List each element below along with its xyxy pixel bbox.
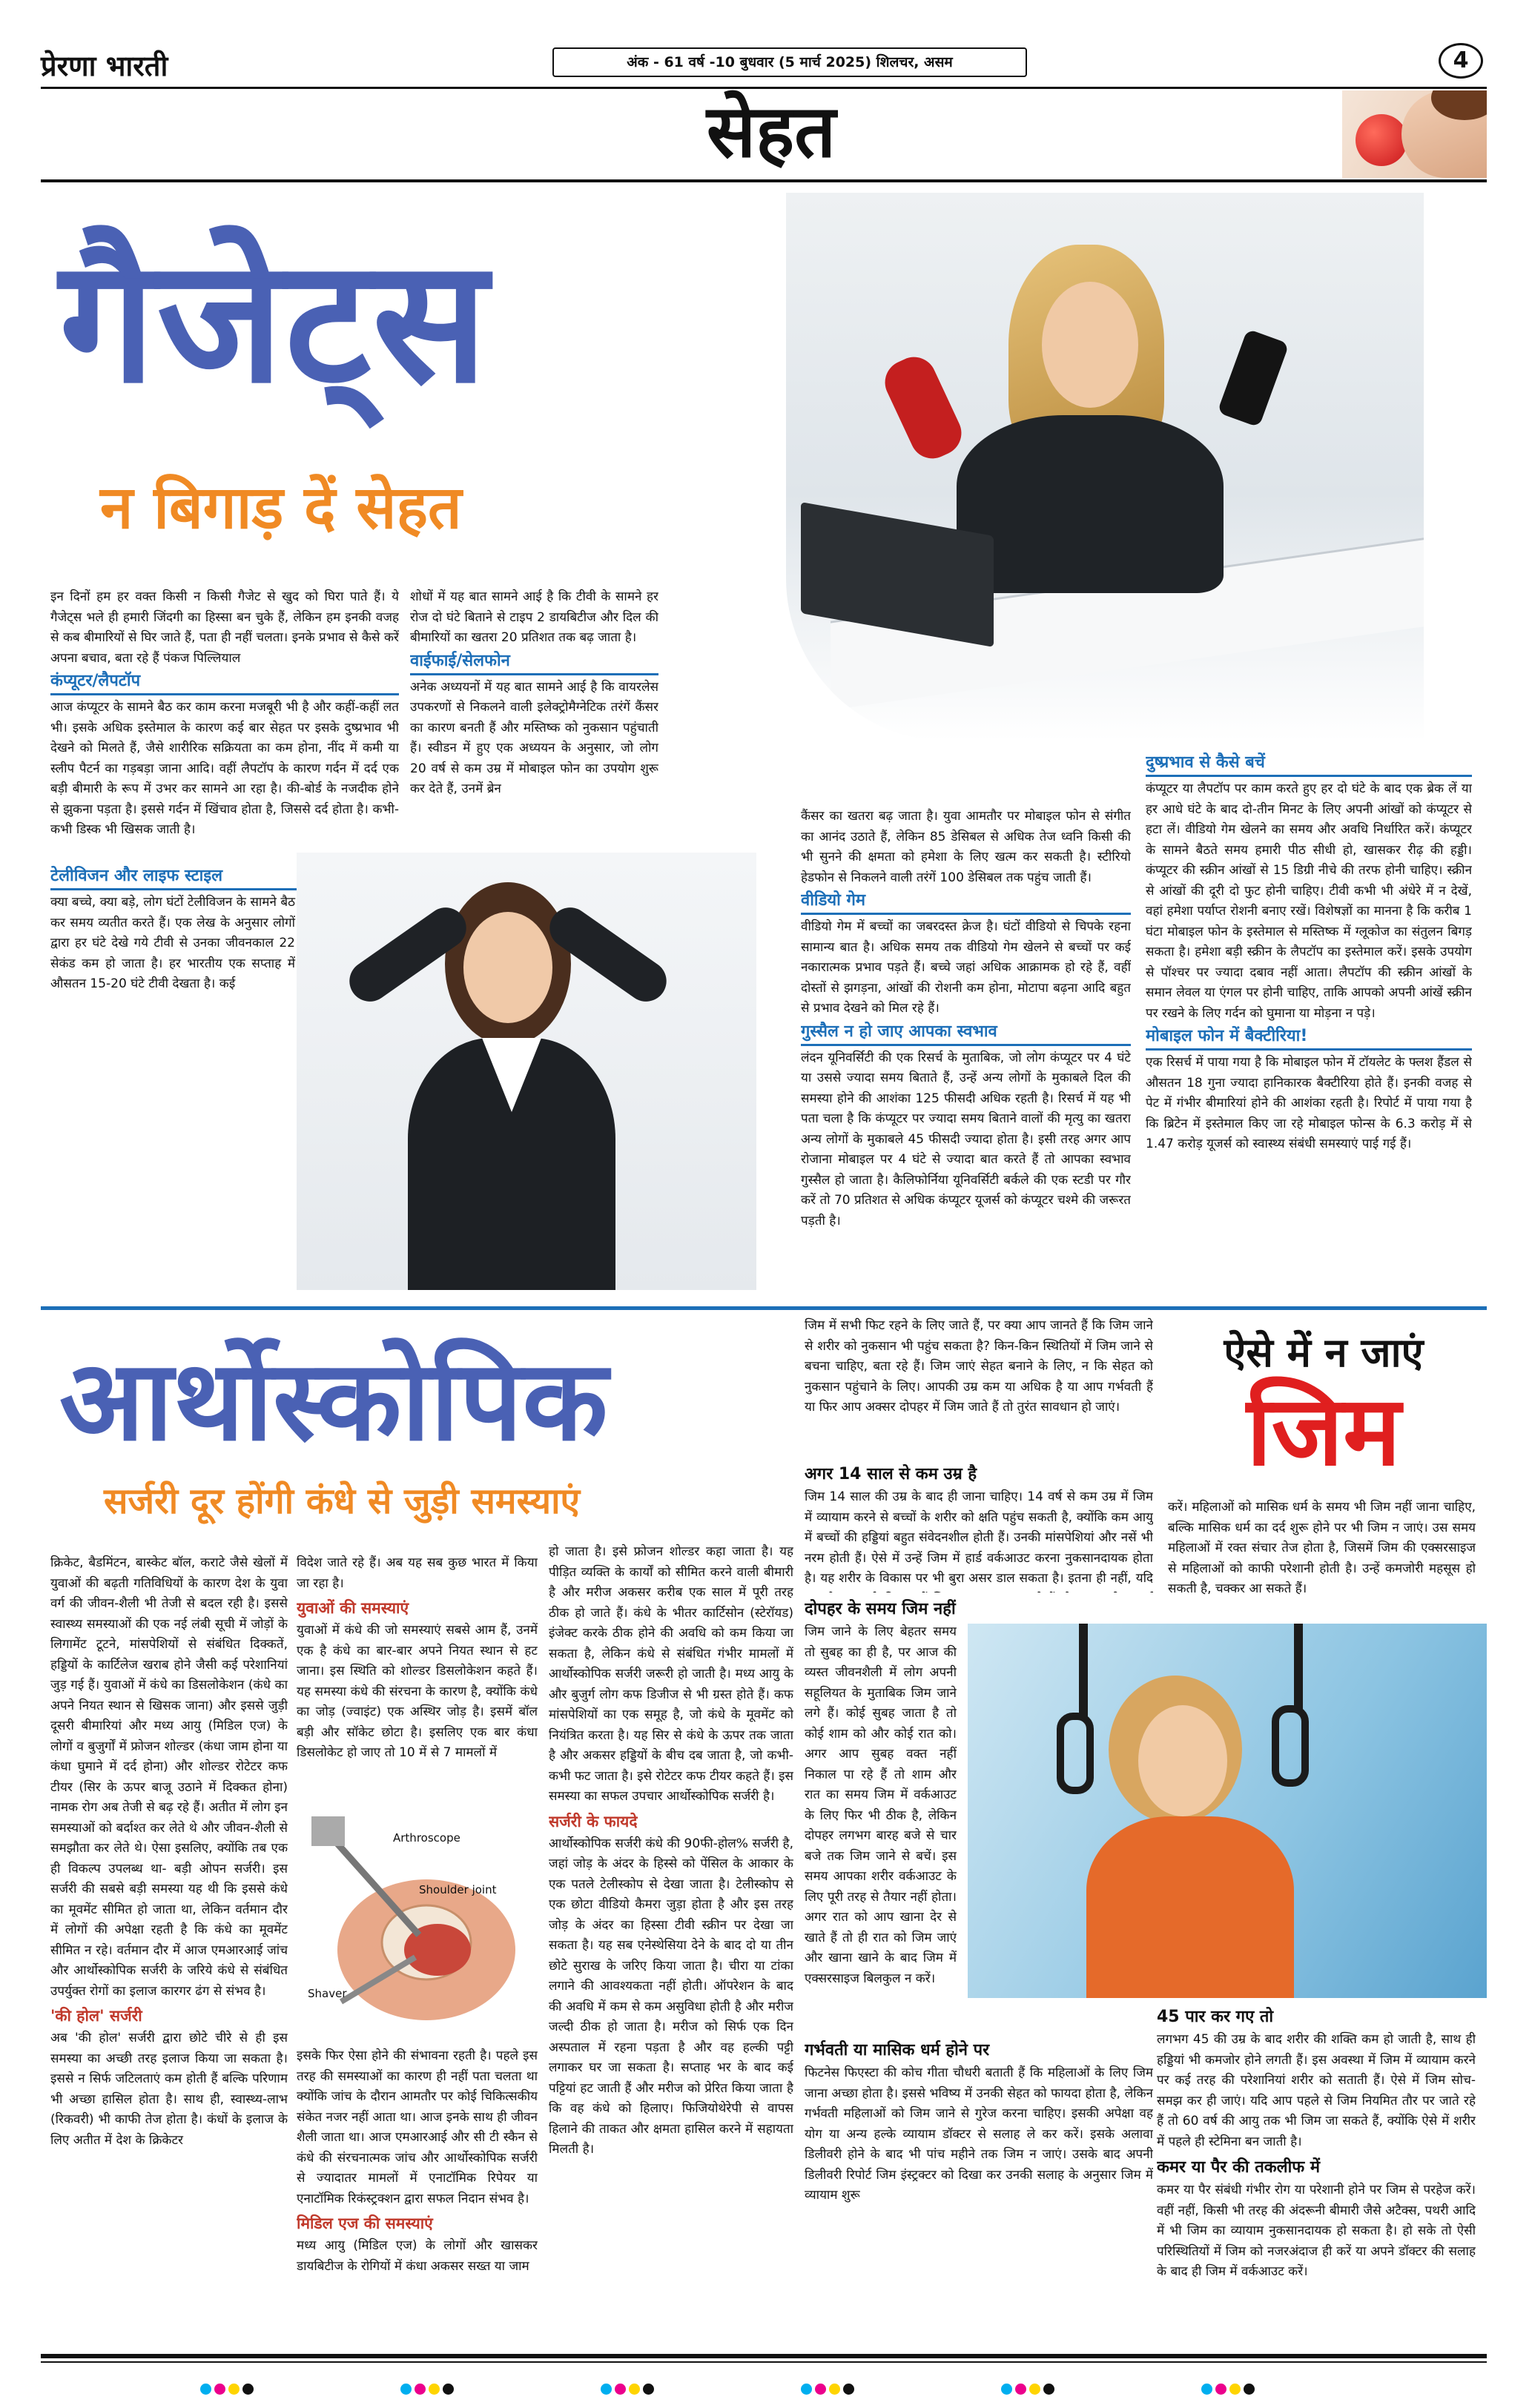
para-noon: जिम जाने के लिए बेहतर समय तो सुबह का ही है, पर आज की व्यस्त जीवनशैली में लोग अपनी सहूलियत के मुताबिक जिम जाने लगे हैं। कोई सुबह जाता है तो कोई शाम को और कोई रात को। अगर आप सुबह वक्त नहीं निकाल पा रहे हैं तो शाम और रात का समय जिम में वर्कआउट के लिए फिर भी ठीक है, लेकिन दोपहर लगभग बारह बजे से चार बजे तक जिम जाने से बचें। इस समय आपका शरीर वर्कआउट के लिए पूरी तरह से तैयार नहीं होता। अगर रात को आप खाना देर से खाते हैं तो ही रात को जिम जाएं और खाना खाने के बाद जिम में एक्सरसाइज बिलकुल न करें। [805, 1624, 957, 1986]
para-back: कमर या पैर संबंधी गंभीर रोग या परेशानी होने पर जिम से परहेज करें। वहीं नहीं, किसी भी तरह की अंदरूनी बीमारी जैसे अटैक्स, पथरी आदि में भी जिम का व्यायाम नुकसानदायक हो सकता है। हो सके तो ऐसी परिस्थितियों में जिम को नजरअंदाज ही करें या अपने डॉक्टर की सलाह के बाद ही जिम में वर्कआउट करें। [1157, 2183, 1476, 2279]
article-divider [41, 1306, 1487, 1310]
relaxing-woman-photo [297, 853, 756, 1290]
heading-pregnancy: गर्भवती या मासिक धर्म होने पर [805, 2041, 990, 2060]
heading-keyhole: 'की होल' सर्जरी [50, 2007, 142, 2025]
para-tv: क्या बच्चे, क्या बड़े, लोग घंटों टेलीविजन के सामने बैठ कर समय व्यतीत करते हैं। एक लेख के अनुसार लोगों द्वारा हर घंटे देखे गये टीवी से उनका जीवनकाल 22 सेकंड कम हो जाता है। हर भारतीय एक सप्ताह में औसतन 15-20 घंटे टीवी देखता है। कई [50, 895, 295, 991]
article2-col3 [549, 1542, 793, 2332]
gym-headline-big: जिम [1247, 1375, 1401, 1487]
section-rule [41, 179, 1487, 182]
para-age14: जिम 14 साल की उम्र के बाद ही जाना चाहिए। 14 वर्ष से कम उम्र में जिम में व्यायाम करने से बच्चों के शरीर को क्षति पहुंच सकती है, क्योंकि कम आयु में बच्चों की हड्डियां बहुत संवेदनशील होती हैं। उनकी मांसपेशियां और नसें भी नरम होती हैं। ऐसे में उन्हें जिम में हार्ड वर्कआउट करना नुकसानदायक होता है। यह शरीर के विकास पर भी बुरा असर डाल सकता है। इतना ही नहीं, यदि [805, 1489, 1153, 1586]
article3-col-left [805, 1459, 1153, 1592]
article1-col4 [1146, 750, 1472, 1303]
shoulder-diagram [297, 1809, 541, 2031]
resistance-band-2 [1294, 1624, 1303, 1713]
black-phone [1217, 328, 1289, 427]
para-music: कैंसर का खतरा बढ़ जाता है। युवा आमतौर पर मोबाइल फोन से संगीत का आनंद उठाते हैं, लेकिन 85 डेसिबल से अधिक तेज ध्वनि किसी की भी सुनने की क्षमता को हमेशा के लिए खत्म कर सकती है। स्टीरियो हेडफोन से निकलने वाली तरंगें 100 डेसिबल तक पहुंच जाती हैं। [801, 809, 1131, 885]
article3-bottom-left [805, 2035, 1153, 2332]
article2-subheadline: सर्जरी दूर होंगी कंधे से जुड़ी समस्याएं [104, 1481, 581, 1522]
para-abroad: विदेश जाते रहे हैं। अब यह सब कुछ भारत में किया जा रहा है। [297, 1555, 538, 1591]
article3-bottom-right [1157, 2002, 1476, 2332]
para-pregnancy: फिटनेस फिएस्टा की कोच गीता चौधरी बताती हैं कि महिलाओं के लिए जिम जाना अच्छा होता है। इससे भविष्य में उनकी सेहत को फायदा होता है, लेकिन गर्भवती महिलाओं को जिम जाने से गुरेज करना चाहिए। इसकी अपेक्षा वह योग या अन्य हल्के व्यायाम डॉक्टर से सलाह ले कर करें। इसके अलावा डिलीवरी होने के बाद भी पांच महीने तक जिम न जाएं। उसके बाद अपनी डिलीवरी रिपोर्ट जिम इंस्ट्रक्टर को दिखा कर उनकी सलाह के अनुसार जिम में व्यायाम शुरू [805, 2065, 1153, 2203]
article1-headline: गैजेट्स [59, 223, 489, 421]
para-computer: आज कंप्यूटर के सामने बैठ कर काम करना मजबूरी भी है और कहीं-कहीं लत भी। इसके अधिक इस्तेमाल के कारण कई बार सेहत पर इसके दुष्प्रभाव भी देखने को मिलते हैं, जैसे शारीरिक सक्रियता का कम होना, नींद में कमी या स्लीप पैटर्न का गड़बड़ा जाना आदि। वहीं लैपटॉप के कारण गर्दन में दर्द एक बड़ी बीमारी के रूप में उभर कर सामने आ रहा है। की-बोर्ड के नजदीक होने से झुकना पड़ता है। इससे गर्दन में खिंचाव होता है, जिससे दर्द होता है। कभी-कभी डिस्क भी खिसक जाती है। [50, 700, 399, 837]
label-shoulder: Shoulder joint [419, 1883, 497, 1896]
para-wifi: अनेक अध्ययनों में यह बात सामने आई है कि वायरलेस उपकरणों से निकलने वाली इलेक्ट्रोमैग्नेटिक तरंगें कैंसर का कारण बनती हैं और मस्तिष्क को नुकसान पहुंचाती हैं। स्वीडन में हुए एक अध्ययन के अनुसार, जो लोग 20 वर्ष से कम उम्र में मोबाइल फोन का उपयोग शुरू कर देते हैं, उनमें ब्रेन [410, 679, 658, 796]
heading-noon: दोपहर के समय जिम नहीं [805, 1600, 956, 1618]
para-youth-cont: इसके फिर ऐसा होने की संभावना रहती है। पहले इस तरह की समस्याओं का कारण ही नहीं पता चलता था क्योंकि जांच के दौरान आमतौर पर कोई चिकित्सकीय संकेत नजर नहीं आता था। आज इनके साथ ही जीवन शैली जाता था। आज एमआरआई और सी टी स्कैन से कंधे की संरचनात्मक जांच और आर्थोस्कोपिक सर्जरी से ज्यादातर मामलों में एनाटॉमिक रिपेयर या एनाटॉमिक रिकंस्ट्रक्शन द्वारा सफल निदान संभव है। [297, 2048, 538, 2206]
para-avoid: कंप्यूटर या लैपटॉप पर काम करते हुए हर दो घंटे के बाद एक ब्रेक लें या हर आधे घंटे के बाद दो-तीन मिनट के लिए अपनी आंखों को कंप्यूटर से हटा लें। वीडियो गेम खेलने का समय और अवधि निर्धारित करें। कंप्यूटर के सामने बैठते समय हमारी पीठ सीधी हो, खासकर रीढ़ की हड्डी। कंप्यूटर की स्क्रीन आंखों से 15 डिग्री नीचे की तरफ होनी चाहिए। स्क्रीन से आंखों की दूरी दो फुट होनी चाहिए। टीवी कभी भी अंधेरे में न देखें, वहां हमेशा पर्याप्त रोशनी बनाए रखें। विशेषज्ञों का मानना है कि करीब 1 घंटा मोबाइल फोन के इस्तेमाल से मस्तिष्क में ग्लूकोज का संतुलन बिगड़ सकता है। हमेशा बड़ी स्क्रीन के लैपटॉप का इस्तेमाल करें। इसके उपयोग से पॉश्चर पर ज्यादा दबाव नहीं आता। लैपटॉप की स्क्रीन आंखों के समान लेवल या एंगल पर होनी चाहिए, ताकि आपको अपनी आंखें स्क्रीन पर रखने के लिए गर्दन को घुमाना या मोड़ना न पड़े। [1146, 781, 1472, 1021]
para-keyhole: अब 'की होल' सर्जरी द्वारा छोटे चीरे से ही इस समस्या का अच्छी तरह इलाज किया जा सकता है। इससे न सिर्फ जटिलताएं कम होती हैं बल्कि परिणाम भी अच्छा हासिल होता है। साथ ही, स्वास्थ्य-लाभ (रिकवरी) भी काफी तेज होता है। कंधों के इलाज के लिए अतीत में देश के क्रिकेटर [50, 2031, 288, 2148]
gym-woman-photo [968, 1624, 1487, 1998]
label-shaver: Shaver [308, 1987, 347, 2000]
article1-subheadline: न बिगाड़ दें सेहत [100, 473, 462, 542]
para-gym-intro-right: करें। महिलाओं को मासिक धर्म के समय भी जिम नहीं जाना चाहिए, बल्कि मासिक धर्म का दर्द शुरू होने पर भी जिम न जाएं। उस समय महिलाओं में रक्त संचार तेज होता है, जिसमें जिम की एक्सरसाइज से महिलाओं को काफी परेशानी होती है। उन्हें कमजोरी महसूस हो सकती है, चक्कर आ सकते हैं। [1168, 1500, 1476, 1596]
registration-dots-4 [801, 2384, 854, 2395]
article1-col2 [410, 587, 658, 854]
article2-col2-top [297, 1553, 538, 1802]
article2-col2-bottom [297, 2046, 538, 2332]
page-number: 4 [1439, 43, 1483, 79]
main-photo-woman-phones [786, 193, 1424, 741]
red-phone [878, 350, 969, 466]
heading-wifi: वाईफाई/सेलफोन [410, 650, 658, 675]
apple-photo [1342, 90, 1487, 178]
heading-video: वीडियो गेम [801, 890, 1131, 915]
article1-col1 [50, 587, 399, 861]
registration-dots-2 [400, 2384, 454, 2395]
resistance-band [1079, 1624, 1088, 1720]
para-tv-cont: शोधों में यह बात सामने आई है कि टीवी के सामने हर रोज दो घंटे बिताने से टाइप 2 डायबिटीज और दिल की बीमारियों का खतरा 20 प्रतिशत तक बढ़ जाता है। [410, 589, 658, 645]
heading-youth: युवाओं की समस्याएं [297, 1599, 409, 1617]
heading-tv: टेलीविजन और लाइफ स्टाइल [50, 865, 399, 890]
heading-anger: गुस्सैल न हो जाए आपका स्वभाव [801, 1021, 1131, 1046]
registration-dots-5 [1001, 2384, 1054, 2395]
paper-name: प्रेरणा भारती [41, 49, 168, 82]
woman-body [957, 415, 1224, 593]
label-arthroscope: Arthroscope [393, 1831, 460, 1845]
para-middle: मध्य आयु (मिडिल एज) के लोगों और खासकर डायबिटीज के रोगियों में कंधा अकसर सख्त या जाम [297, 2238, 538, 2274]
issue-info: अंक - 61 वर्ष -10 बुधवार (5 मार्च 2025) शिलचर, असम [552, 47, 1027, 77]
article2-headline: आर्थोस्कोपिक [59, 1337, 608, 1466]
heading-computer: कंप्यूटर/लैपटॉप [50, 670, 399, 695]
article1-col3 [801, 807, 1131, 1300]
article2-col1 [50, 1553, 288, 2332]
para-bacteria: एक रिसर्च में पाया गया है कि मोबाइल फोन में टॉयलेट के फ्लश हैंडल से औसतन 18 गुना ज्यादा हानिकारक बैक्टीरिया होते हैं। इनकी वजह से पेट में गंभीर बीमारियां होने की आशंका रहती है। रिपोर्ट में पाया गया है कि ब्रिटेन में इस्तेमाल किए जा रहे मोबाइल फोन्स के 6.3 करोड़ में से 1.47 करोड़ यूजर्स को स्वास्थ्य संबंधी समस्याएं पाई गई हैं। [1146, 1055, 1472, 1151]
registration-dots-6 [1201, 2384, 1255, 2395]
registration-dots-1 [200, 2384, 254, 2395]
resistance-handle-left [1057, 1713, 1094, 1794]
registration-dots-3 [601, 2384, 654, 2395]
arthroscope-handle [311, 1816, 345, 1846]
masthead [41, 42, 1487, 86]
heading-benefit: सर्जरी के फायदे [549, 1812, 638, 1830]
gym-headline-top: ऐसे में न जाएं [1224, 1329, 1424, 1376]
para-gym-intro: जिम में सभी फिट रहने के लिए जाते हैं, पर क्या आप जानते हैं कि जिम जाने से शरीर को नुकसान भी पहुंच सकता है? किन-किन स्थितियों में जिम जाने से बचना चाहिए, बता रहे हैं। जिम जाएं सेहत बनाने के लिए, न कि सेहत को नुकसान पहुंचाने के लिए। आपकी उम्र कम या अधिक है या आप गर्भवती हैं या फिर आप अक्सर दोपहर में जिम जाते हैं तो तुरंत सावधान हो जाएं। [805, 1318, 1153, 1415]
heading-middle: मिडिल एज की समस्याएं [297, 2214, 433, 2232]
article3-col-narrow [805, 1594, 957, 2031]
section-title: सेहत [706, 89, 836, 174]
heading-age45: 45 पार कर गए तो [1157, 2008, 1274, 2026]
relax-woman-face [463, 912, 552, 1023]
article3-intro [805, 1316, 1153, 1457]
para-arthro-intro: क्रिकेट, बैडमिंटन, बास्केट बॉल, कराटे जैसे खेलों में युवाओं की बढ़ती गतिविधियों के कारण देश के युवा वर्ग की जीवन-शैली भी तेजी से बदल रही है। इससे स्वास्थ्य समस्याओं की एक नई लंबी सूची में जोड़ों के लिगामेंट टूटने, मांसपेशियों से संबंधित दिक्कतें, हड्डियों के कार्टिलेज खराब होने जैसी कई परेशानियां जुड़ गई हैं। युवाओं में कंधे का डिसलोकेशन (कंधे का अपने नियत स्थान से खिसक जाना) और इससे जुड़ी दूसरी बीमारियां और मध्य आयु (मिडिल एज) के लोगों व बुजुर्गों में फ्रोजन शोल्डर (कंधा जाम होना या कंधा घुमाने में दर्द होना) और शोल्डर रोटेटर कफ टीयर (सिर के ऊपर बाजू उठाने में दिक्कत होना) नामक रोग अब तेजी से बढ़ रहे हैं। अतीत में लोग इन समस्याओं को बर्दाश्त कर लेते थे और जीवन-शैली से समझौता कर लेते थे। ऐसा इसलिए, क्योंकि तब एक ही विकल्प उपलब्ध था- बड़ी ओपन सर्जरी। इस सर्जरी की सबसे बड़ी समस्या यह थी कि इससे कंधे का मूवमेंट सीमित हो जाता था, लेकिन वर्तमान दौर में लोगों की अपेक्षा रहती है कि कंधे का मूवमेंट सीमित न रहे। वर्तमान दौर में आज एमआरआई जांच और आर्थोस्कोपिक सर्जरी के जरिये कंधे से संबंधित उपर्युक्त रोगों का इलाज कारगर ढंग से संभव है। [50, 1555, 288, 1999]
gym-woman-body [1086, 1816, 1294, 1998]
heading-age14: अगर 14 साल से कम उम्र है [805, 1465, 977, 1484]
para-youth: युवाओं में कंधे की जो समस्याएं सबसे आम हैं, उनमें एक है कंधे का बार-बार अपने नियत स्थान से हट जाना। इस स्थिति को शोल्डर डिसलोकेशन कहते हैं। यह समस्या कंधे की संरचना के कारण है, क्योंकि कंधे का जोड़ (ज्वाइंट) एक अस्थिर जोड़ है। इसमें बॉल बड़ी और सॉकेट छोटा है। इसलिए एक बार कंधा डिसलोकेट हो जाए तो 10 में से 7 मामलों में [297, 1623, 538, 1760]
article3-right-intro [1168, 1498, 1476, 1616]
heading-avoid: दुष्प्रभाव से कैसे बचें [1146, 752, 1472, 777]
para-anger: लंदन यूनिवर्सिटी की एक रिसर्च के मुताबिक, जो लोग कंप्यूटर पर 4 घंटे या उससे ज्यादा समय बिताते हैं, उन्हें अन्य लोगों के मुकाबले दिल की समस्या होने की आशंका 125 फीसदी अधिक रहती है। रिसर्च में यह भी पता चला है कि कंप्यूटर पर ज्यादा समय बिताने वालों की मृत्यु का खतरा अन्य लोगों के मुकाबले 45 फीसदी ज्यादा होता है। इसी तरह अगर आप रोजाना मोबाइल पर 4 घंटे से ज्यादा बात करते हैं तो आपका स्वभाव गुस्सैल हो जाता है। कैलिफोर्निया यूनिवर्सिटी बर्कले की एक स्टडी पर गौर करें तो 70 प्रतिशत से अधिक कंप्यूटर यूजर्स को कंप्यूटर चश्मे की जरूरत पड़ती है। [801, 1050, 1131, 1228]
para-frozen: हो जाता है। इसे फ्रोजन शोल्डर कहा जाता है। यह पीड़ित व्यक्ति के कार्यों को सीमित करने वाली बीमारी है और मरीज अकसर करीब एक साल में पूरी तरह ठीक हो जाते हैं। कंधे के भीतर कार्टिसोन (स्टेरॉयड) इंजेक्ट करके ठीक होने की अवधि को कम किया जा सकता है, लेकिन कंधे से संबंधित गंभीर मामलों में आर्थोस्कोपिक सर्जरी जरूरी हो जाती है। मध्य आयु के और बुजुर्ग लोग कफ डिजीज से भी ग्रस्त होते हैं। कफ मांसपेशियों का एक समूह है, जो कंधे के मूवमेंट को नियंत्रित करता है। यह सिर से कंधे के ऊपर तक जाता है और अकसर हड्डियों के बीच दब जाता है, जो कभी-कभी फट जाता है। इसे रोटेटर कफ टीयर कहते हैं। इस समस्या का सफल उपचार आर्थोस्कोपिक सर्जरी है। [549, 1544, 793, 1804]
resistance-handle-right [1272, 1705, 1309, 1787]
footer-rule-thin [41, 2361, 1487, 2363]
para-video: वीडियो गेम में बच्चों का जबरदस्त क्रेज है। घंटों वीडियो से चिपके रहना सामान्य बात है। अधिक समय तक वीडियो गेम खेलने से बच्चों पर कई नकारात्मक प्रभाव पड़ते हैं। बच्चे जहां अधिक आक्रामक हो रहे हैं, वहीं दोस्तों से झगड़ना, आंखों की रोशनी कम होना, मोटापा बढ़ना आदि बहुत से प्रभाव देखने को मिल रहे हैं। [801, 919, 1131, 1016]
gym-woman-face [1138, 1705, 1227, 1816]
heading-back: कमर या पैर की तकलीफ में [1157, 2158, 1321, 2177]
apple-shape [1356, 114, 1407, 166]
heading-bacteria: मोबाइल फोन में बैक्टीरिया! [1146, 1025, 1472, 1051]
article1-intro: इन दिनों हम हर वक्त किसी न किसी गैजेट से खुद को घिरा पाते हैं। ये गैजेट्स भले ही हमारी जिंदगी का हिस्सा बन चुके हैं, लेकिन हम इनकी वजह से कब बीमारियों से घिर जाते हैं, पता ही नहीं चलता। इनके प्रभाव से कैसे करें अपना बचाव, बता रहे हैं पंकज पिल्लियाल [50, 589, 399, 666]
footer-rule [41, 2354, 1487, 2358]
para-age45: लगभग 45 की उम्र के बाद शरीर की शक्ति कम हो जाती है, साथ ही हड्डियां भी कमजोर होने लगती हैं। इस अवस्था में जिम में व्यायाम करने पर कई तरह की परेशानियां शरीर को सताती हैं। ऐसे में जिम सोच-समझ कर ही जाएं। यदि आप पहले से जिम नियमित तौर पर जाते रहे हैं तो 60 वर्ष की आयु तक भी जिम जा सकते हैं, क्योंकि ऐसे में शरीर में पहले ही स्टेमिना बन जाती है। [1157, 2032, 1476, 2149]
para-benefit: आर्थोस्कोपिक सर्जरी कंधे की 90फी-होल% सर्जरी है, जहां जोड़ के अंदर के हिस्से को पेंसिल के आकार के एक पतले टेलीस्कोप से देखा जाता है। टेलीस्कोप से एक छोटा वीडियो कैमरा जुड़ा होता है और इस तरह जोड़ के अंदर का हिस्सा टीवी स्क्रीन पर देखा जा सकता है। यह सब एनेस्थेसिया देने के बाद दो या तीन छोटे सुराख के जरिए किया जाता है। चीरा या टांका लगाने की आवश्यकता नहीं होती। ऑपरेशन के बाद की अवधि में कम से कम असुविधा होती है और मरीज जल्दी ठीक हो जाता है। मरीज को सिर्फ एक दिन अस्पताल में रहना पड़ता है और वह हल्की पट्टी लगाकर घर जा सकता है। सप्ताह भर के बाद कई पट्टियां हट जाती हैं और मरीज को प्रेरित किया जाता है कि वह कंधे को हिलाए। फिजियोथेरेपी से वापस हिलाने की ताकत और क्षमता हासिल करने में सहायता मिलती है। [549, 1836, 793, 2157]
woman-face [1042, 282, 1138, 408]
